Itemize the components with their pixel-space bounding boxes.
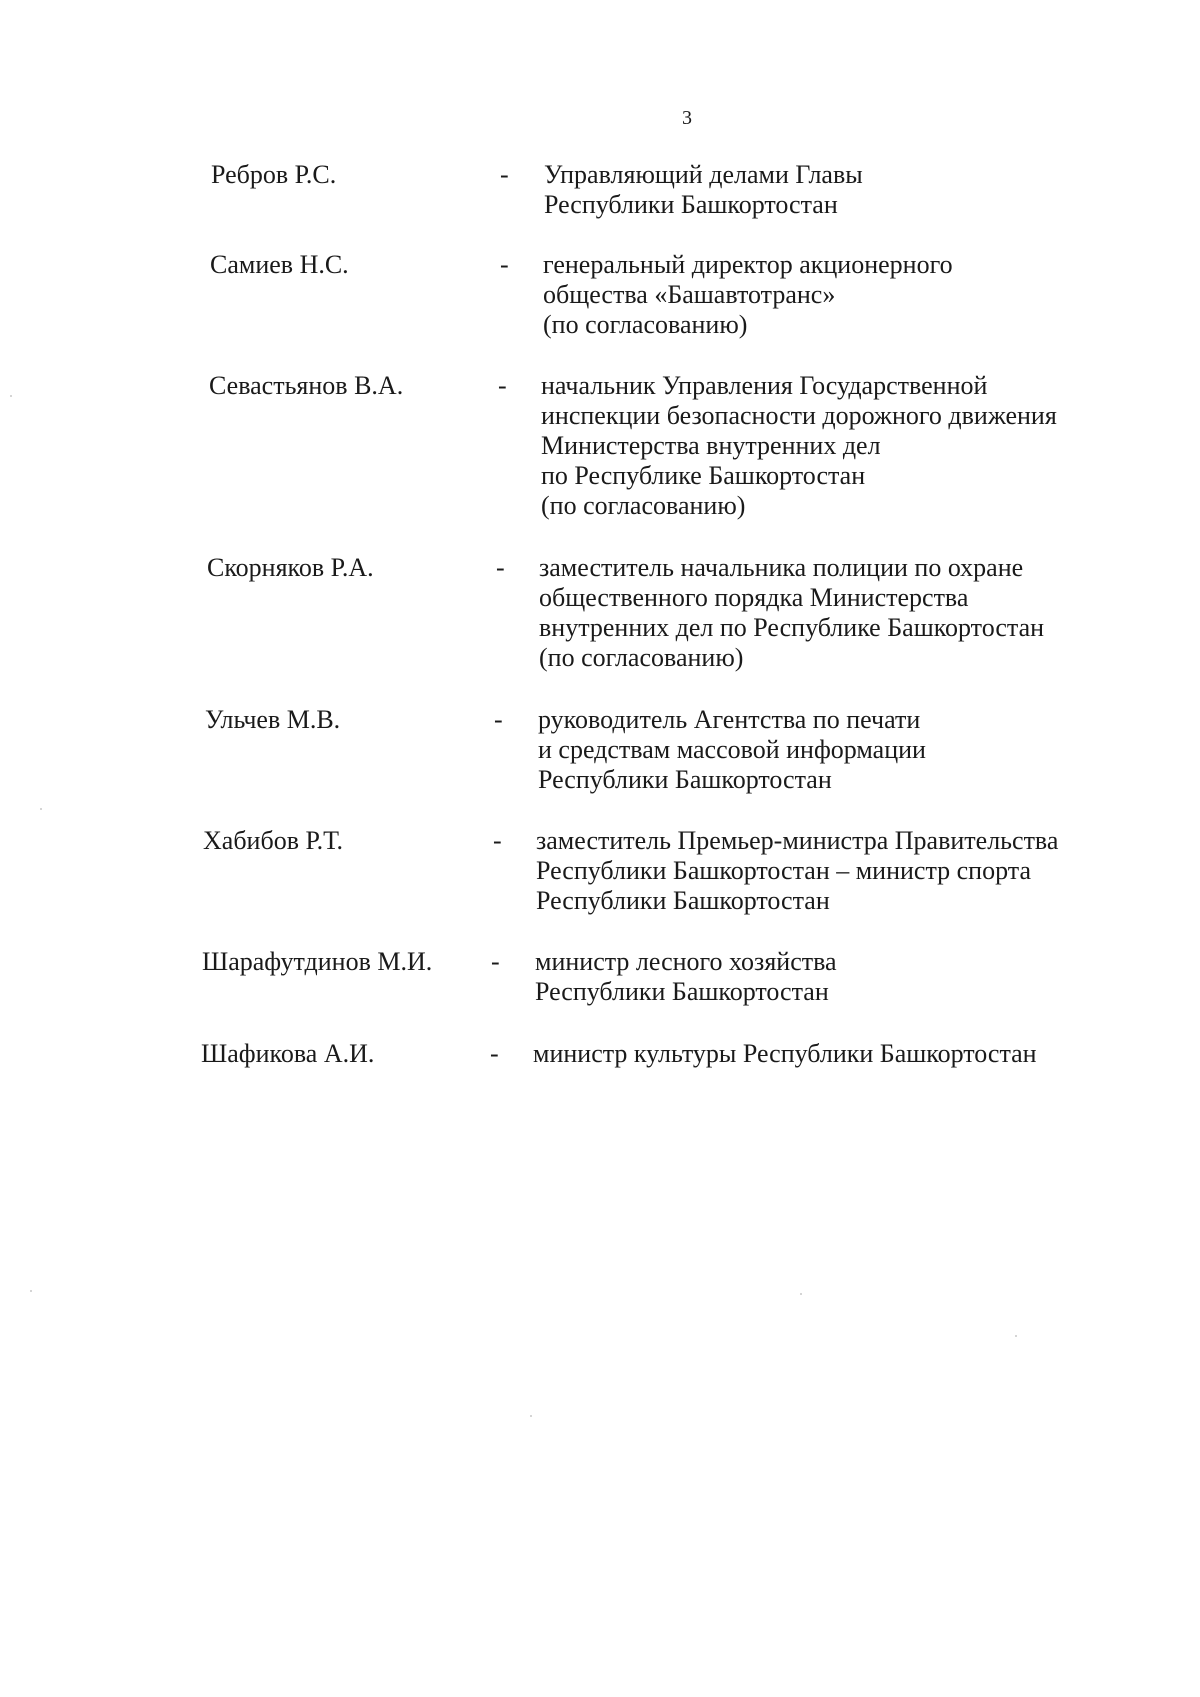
position-description [533,1039,1037,1069]
separator-dash: - [498,371,507,400]
position-description [544,160,863,220]
description-line: общества «Башавтотранс» [543,280,836,309]
description-line: министр культуры Республики Башкортостан [533,1039,1037,1068]
description-line: (по согласованию) [543,310,748,339]
position-description [543,250,953,340]
scan-speck [1015,1335,1017,1337]
description-line: Управляющий делами Главы [544,160,863,189]
person-name: Хабибов Р.Т. [203,826,343,855]
description-line: внутренних дел по Республике Башкортостан [539,613,1045,642]
separator-dash: - [500,250,509,279]
separator-dash: - [493,826,502,855]
scan-speck [800,1293,802,1295]
position-description [535,947,837,1007]
description-line: Республики Башкортостан [535,977,829,1006]
description-line: (по согласованию) [539,643,744,672]
description-line: Республики Башкортостан [538,765,832,794]
scan-speck [530,1415,532,1417]
person-name: Севастьянов В.А. [209,371,404,400]
person-name: Скорняков Р.А. [207,553,374,582]
position-description [538,705,926,795]
position-description [536,826,1058,916]
person-name: Ульчев М.В. [205,705,341,734]
description-line: (по согласованию) [541,491,746,520]
separator-dash: - [490,1039,499,1068]
separator-dash: - [496,553,505,582]
description-line: генеральный директор акционерного [543,250,953,279]
description-line: общественного порядка Министерства [539,583,969,612]
page-number: 3 [682,107,692,129]
description-line: Республики Башкортостан – министр спорта [536,856,1031,885]
description-line: инспекции безопасности дорожного движения [541,401,1057,430]
scan-speck [40,808,42,810]
person-name: Самиев Н.С. [210,250,349,279]
description-line: заместитель начальника полиции по охране [539,553,1024,582]
separator-dash: - [491,947,500,976]
person-name: Ребров Р.С. [211,160,337,189]
position-description [541,371,1057,521]
description-line: Министерства внутренних дел [541,431,881,460]
description-line: начальник Управления Государственной [541,371,988,400]
scan-speck [30,1290,32,1292]
description-line: и средствам массовой информации [538,735,926,764]
description-line: руководитель Агентства по печати [538,705,921,734]
person-name: Шафикова А.И. [201,1039,375,1068]
scan-speck [10,395,12,397]
description-line: заместитель Премьер-министра Правительства [536,826,1059,855]
position-description [539,553,1044,673]
description-line: по Республике Башкортостан [541,461,866,490]
person-name: Шарафутдинов М.И. [202,947,433,976]
separator-dash: - [494,705,503,734]
description-line: Республики Башкортостан [536,886,830,915]
separator-dash: - [500,160,509,189]
description-line: министр лесного хозяйства [535,947,837,976]
description-line: Республики Башкортостан [544,190,838,219]
